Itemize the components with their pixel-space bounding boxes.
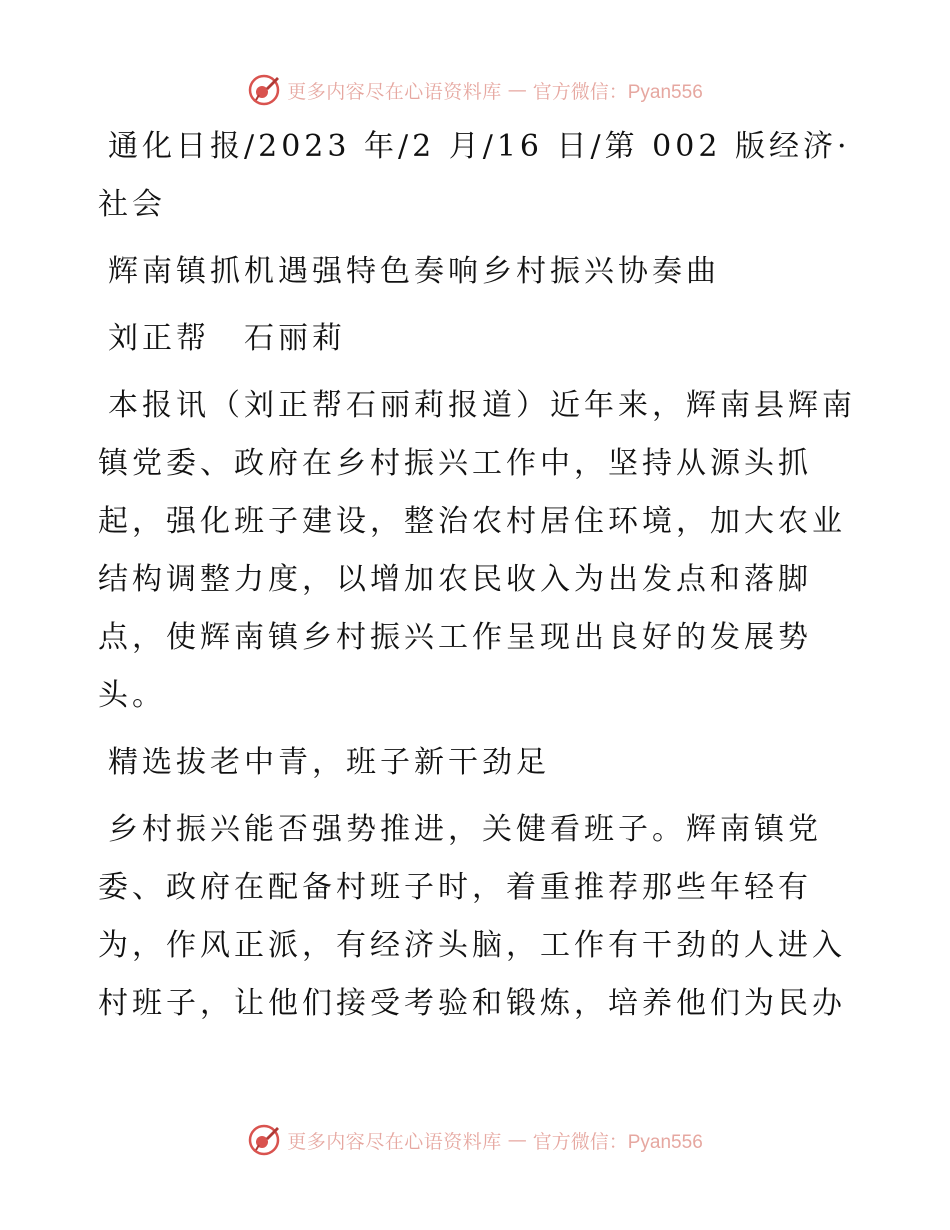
lead-paragraph: 本报讯（刘正帮石丽莉报道）近年来，辉南县辉南镇党委、政府在乡村振兴工作中，坚持从源头抓起，强化班子建设，整治农村居住环境，加大农业结构调整力度，以增加农民收入为出发点和落脚点，使辉南镇乡村振兴工作呈现出良好的发展势头。 xyxy=(98,388,856,713)
watermark-text: 更多内容尽在心语资料库 xyxy=(287,1130,502,1153)
document-body xyxy=(98,118,858,1042)
watermark-separator: — xyxy=(507,79,527,101)
watermark-footer xyxy=(0,1120,950,1160)
watermark-header xyxy=(0,70,950,110)
pen-logo-icon xyxy=(247,73,281,107)
watermark-wechat: 官方微信：Pyan556 xyxy=(532,1131,703,1153)
section-heading: 精选拔老中青，班子新干劲足 xyxy=(108,745,550,780)
watermark-wechat: 官方微信：Pyan556 xyxy=(532,81,703,103)
watermark-text: 更多内容尽在心语资料库 xyxy=(287,80,502,103)
article-authors: 刘正帮 石丽莉 xyxy=(108,321,346,356)
section-paragraph: 乡村振兴能否强势推进，关健看班子。辉南镇党委、政府在配备村班子时，着重推荐那些年轻有为，作风正派，有经济头脑，工作有干劲的人进入村班子，让他们接受考验和锻炼，培养他们为民办 xyxy=(98,812,846,1021)
article-title: 辉南镇抓机遇强特色奏响乡村振兴协奏曲 xyxy=(108,254,720,289)
source-line: 通化日报/2023 年/2 月/16 日/第 002 版经济·社会 xyxy=(98,129,851,222)
pen-logo-icon xyxy=(247,1123,281,1157)
watermark-separator: — xyxy=(507,1129,527,1151)
